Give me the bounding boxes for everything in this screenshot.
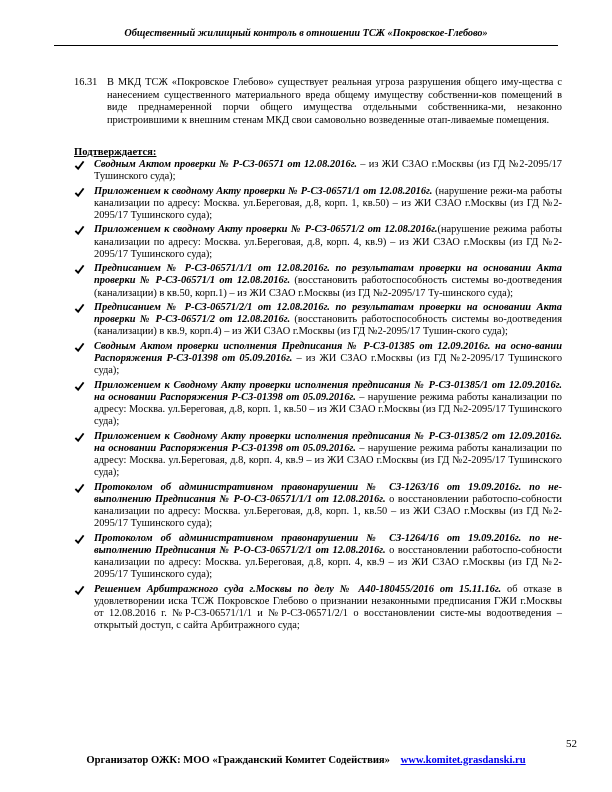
confirmed-heading: Подтверждается: (74, 147, 157, 158)
item-text: – из ЖИ СЗАО г.Москвы (из ГД №2-2095/17 Тушинского суда); (94, 352, 563, 377)
list-item (74, 584, 562, 633)
checkmark-icon (74, 342, 85, 353)
item-text: о восстановлении работоспо-собности канализации по адресу: Москва. ул.Береговая, д.8, корп. 1, кв.50 – из ЖИ СЗАО г.Москвы (из ГД №2-2095/17 Тушинского суда); (94, 493, 562, 530)
item-text: – нарушение режима работы канализации по адресу: Москва. ул.Береговая, д.8, корп. 1, кв.50 – из ЖИ СЗАО г.Москвы (из ГД №2-2095/17 Тушинского суда); (94, 391, 562, 428)
footer-organizer: Организатор ОЖК: МОО «Гражданский Комитет Содействия» (86, 755, 390, 766)
page-header: Общественный жилищный контроль в отношении ТСЖ «Покровское-Глебово» (124, 28, 488, 39)
item-text: об отказе в удовлетворении иска ТСЖ Покровское Глебово о признании незаконными предписания ГЖИ г.Москвы от 12.08.2016 г. №Р-СЗ-06571/1/1 и №Р-СЗ-06571/2/1 о восстановлении систе-мы водоотведения – открытый доступ, с сайта Арбитражного суда; (94, 583, 562, 632)
checkmark-icon (74, 381, 85, 392)
item-text: – из ЖИ СЗАО г.Москвы (из ГД №2-2095/17 Тушинского суда); (94, 159, 562, 183)
checkmark-icon (74, 534, 85, 545)
item-bold-text: Сводным Актом проверки исполнения Предписания № Р-СЗ-01385 от 12.09.2016г. на осно-вании Распоряжения Р-СЗ-01398 от 05.09.2016г. (94, 340, 562, 364)
list-item (74, 380, 562, 429)
list-item (74, 263, 562, 300)
list-item (74, 533, 562, 582)
intro-text: В МКД ТСЖ «Покровское Глебово» существует реальная угроза разрушения общего иму-щества с нанесением существенного материального вреда общему имуществу собственни-ков помещений в виде преднамеренной порчи общего имущества отдельными собственника-ми, незаконно пристроившими к внешним стенам МКД свои самовольно возведенные отап-ливаемые помещения. (107, 77, 562, 126)
item-bold-text: Приложением к Сводному Акту проверки исполнения предписания № Р-СЗ-01385/1 от 12.09.2016г. на основании Распоряжения Р-СЗ-01398 от 05.09.2016г. (94, 379, 562, 403)
item-bold-text: Приложением к сводному Акту проверки № Р-СЗ-06571/1 от 12.08.2016г. (94, 185, 433, 197)
page-footer (54, 755, 558, 766)
checkmark-icon (74, 187, 85, 198)
checkmark-icon (74, 225, 85, 236)
item-text: (нарушение режи-ма работы канализации по адресу: Москва. ул.Береговая, д.8, корп. 1, кв.50) – из ЖИ СЗАО г.Москвы (из ГД №2-2095/17 Тушинского суда); (94, 185, 562, 221)
list-item (74, 302, 562, 339)
item-text: (восстановить работоспособность системы во-доотведения (канализации) в кв.9, корп.4) – из ЖИ СЗАО г.Москвы (из ГД №2-2095/17 Тушин-ского суда); (94, 314, 562, 338)
list-item (74, 431, 562, 480)
header-divider (54, 45, 558, 46)
checkmark-icon (74, 264, 85, 275)
item-text: (нарушение режима работы канализации по адресу: Москва. ул.Береговая, д.8, корп. 4, кв.9) – из ЖИ СЗАО г.Москвы (из ГД №2-2095/17 Тушинского суда); (94, 224, 562, 260)
checkmark-icon (74, 303, 85, 314)
evidence-list (74, 159, 562, 635)
checkmark-icon (74, 585, 85, 596)
footer-link[interactable]: www.komitet.grasdanski.ru (400, 755, 526, 766)
item-bold-text: Протоколом об административном правонарушении № СЗ-1264/16 от 19.09.2016г. по не-выполнению Предписания № Р-О-СЗ-06571/2/1 от 12.08.2016г. (94, 532, 562, 556)
intro-paragraph (74, 77, 562, 127)
page-number: 52 (566, 738, 577, 750)
list-item (74, 482, 562, 531)
section-number: 16.31 (74, 77, 98, 88)
item-bold-text: Приложением к Сводному Акту проверки исполнения предписания № Р-СЗ-01385/2 от 12.09.2016г. на основании Распоряжения Р-СЗ-01398 от 05.09.2016г. (94, 430, 562, 454)
item-text: – нарушение режима работы канализации по адресу: Москва. ул.Береговая, д.8, корп. 4, кв.9 – из ЖИ СЗАО г.Москвы (из ГД №2-2095/17 Тушинского суда); (94, 442, 562, 479)
item-bold-text: Предписанием № Р-СЗ-06571/1/1 от 12.08.2016г. по результатам проверки на основании Акта проверки № Р-СЗ-06571/1 от 12.08.2016г. (94, 263, 562, 287)
item-bold-text: Сводным Актом проверки № Р-СЗ-06571 от 12.08.2016г. (94, 159, 357, 170)
list-item (74, 186, 562, 223)
list-item (74, 224, 562, 261)
item-bold-text: Приложением к сводному Акту проверки № Р-СЗ-06571/2 от 12.08.2016г. (94, 224, 438, 236)
checkmark-icon (74, 483, 85, 494)
item-bold-text: Предписанием № Р-СЗ-06571/2/1 от 12.08.2016г. по результатам проверки на основании Акта проверки № Р-СЗ-06571/2 от 12.08.2016г. (94, 301, 562, 326)
item-text: о восстановлении работоспо-собности канализации по адресу: Москва. ул.Береговая, д.8, корп. 4, кв.9 – из ЖИ СЗАО г.Москвы (из ГД №2-2095/17 Тушинского суда); (94, 544, 562, 581)
checkmark-icon (74, 160, 85, 171)
checkmark-icon (74, 432, 85, 443)
list-item (74, 159, 562, 183)
item-bold-text: Решением Арбитражного суда г.Москвы по делу № А40-180455/2016 от 15.11.16г. (94, 583, 502, 595)
list-item (74, 341, 562, 378)
item-text: (восстановить работоспособность системы во-доотведения (канализации) в кв.50, корп.1) – из ЖИ СЗАО г.Москвы (из ГД №2-2095/17 Ту-шинского суда); (94, 275, 562, 299)
item-bold-text: Протоколом об административном правонарушении № СЗ-1263/16 от 19.09.2016г. по не-выполнению Предписания № Р-О-СЗ-06571/1/1 от 12.08.2016г. (94, 481, 562, 505)
